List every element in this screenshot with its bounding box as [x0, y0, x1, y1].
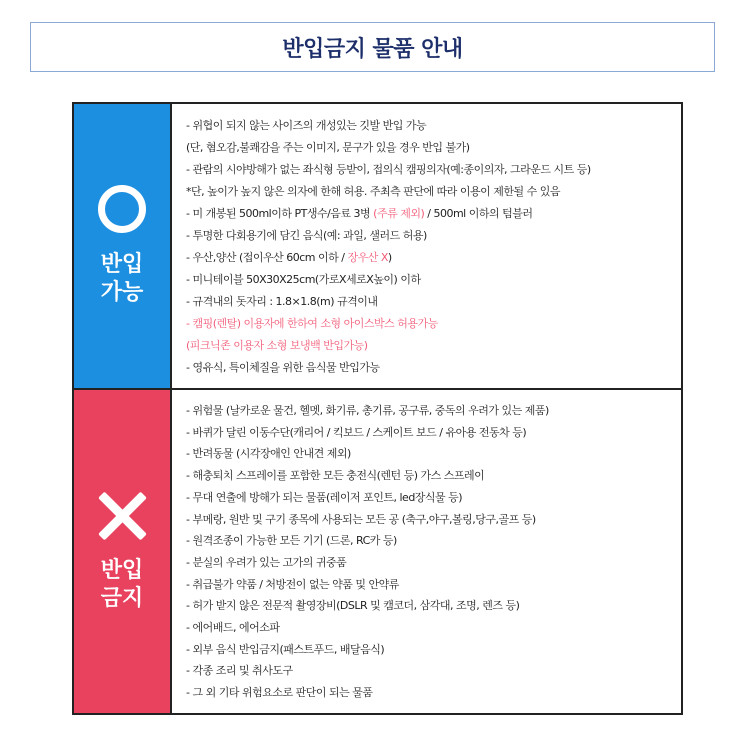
- item-text: - 규격내의 돗자리 : 1.8×1.8(m) 규격이내: [186, 295, 378, 308]
- item-text: - 원격조종이 가능한 모든 기기 (드론, RC카 등): [186, 534, 397, 548]
- column-divider: [170, 390, 172, 713]
- item-text: - 바퀴가 달린 이동수단(캐리어 / 킥보드 / 스케이트 보드 / 유아용 전동차 등): [186, 425, 527, 439]
- list-item: [186, 509, 549, 531]
- list-item: [186, 660, 549, 682]
- item-text: / 500ml 이하의 텀블러: [424, 207, 533, 220]
- item-text: - 각종 조리 및 취사도구: [186, 664, 293, 678]
- list-item: [186, 574, 549, 596]
- item-text: - 위협이 되지 않는 사이즈의 개성있는 깃발 반입 가능: [186, 119, 427, 132]
- list-item: [186, 269, 591, 291]
- item-text: - 분실의 우려가 있는 고가의 귀중품: [186, 555, 347, 569]
- list-item: [186, 443, 549, 465]
- item-text: (단, 혐오감,불쾌감을 주는 이미지, 문구가 있을 경우 반입 불가): [186, 141, 470, 154]
- item-text: - 우산,양산 (접이우산 60cm 이하 /: [186, 251, 348, 264]
- prohibited-header: [74, 390, 170, 713]
- column-divider: [170, 104, 172, 388]
- list-item: [186, 357, 591, 379]
- item-text-highlight: (피크닉존 이용자 소형 보냉백 반입가능): [186, 339, 368, 352]
- allowed-section: [74, 104, 681, 390]
- item-text: - 허가 받지 않은 전문적 촬영장비(DSLR 및 캠코더, 삼각대, 조명, 렌즈 등): [186, 599, 520, 613]
- item-text: - 관람의 시야방해가 없는 좌식형 등받이, 접의식 캠핑의자(예:종이의자, 그라운드 시트 등): [186, 163, 591, 176]
- item-text: - 해충퇴치 스프레이를 포함한 모든 충전식(렌턴 등) 가스 스프레이: [186, 469, 485, 483]
- list-item: [186, 422, 549, 444]
- list-item: [186, 400, 549, 422]
- item-text-highlight: 장우산 X: [347, 251, 388, 264]
- list-item: [186, 617, 549, 639]
- allowed-label: 반입 가능: [100, 252, 144, 305]
- item-text: - 미니테이블 50X30X25cm(가로X세로X높이) 이하: [186, 273, 421, 286]
- allowed-header: [74, 104, 170, 388]
- item-text: - 위험물 (날카로운 물건, 헬멧, 화기류, 총기류, 공구류, 중독의 우려가 있는 제품): [186, 404, 549, 417]
- items-table: [72, 102, 683, 715]
- item-text: - 미 개봉된 500ml이하 PT생수/음료 3병: [186, 207, 374, 220]
- prohibited-label: 반입 금지: [100, 557, 144, 611]
- item-text: - 그 외 기타 위험요소로 판단이 되는 물품: [186, 686, 373, 700]
- cross-icon: [97, 491, 147, 541]
- item-text-highlight: (주류 제외): [373, 207, 425, 220]
- title-box: [30, 22, 715, 72]
- item-text: - 외부 음식 반입금지(패스트푸드, 배달음식): [186, 642, 385, 656]
- list-item: [186, 552, 549, 574]
- list-item: [186, 682, 549, 704]
- list-item: [186, 313, 591, 335]
- list-item: [186, 159, 591, 181]
- circle-icon: [98, 185, 146, 233]
- item-text: - 영유식, 특이체질을 위한 음식물 반입가능: [186, 361, 380, 374]
- allowed-list: [186, 115, 591, 379]
- list-item: [186, 291, 591, 313]
- item-text: - 부메랑, 원반 및 구기 종목에 사용되는 모든 공 (축구,야구,볼링,당구,골프 등): [186, 512, 536, 526]
- list-item: [186, 639, 549, 661]
- list-item: [186, 247, 591, 269]
- item-text: - 무대 연출에 방해가 되는 물품(레이저 포인트, led장식물 등): [186, 490, 463, 504]
- prohibited-list: [186, 400, 549, 704]
- item-text: - 취급불가 약품 / 처방전이 없는 약품 및 안약류: [186, 577, 399, 591]
- list-item: [186, 181, 591, 203]
- list-item: [186, 465, 549, 487]
- list-item: [186, 115, 591, 137]
- item-text: - 반려동물 (시각장애인 안내견 제외): [186, 447, 351, 461]
- list-item: [186, 595, 549, 617]
- page-title: 반입금지 물품 안내: [282, 36, 463, 62]
- item-text: - 에어배드, 에어소파: [186, 621, 280, 635]
- prohibited-section: [74, 390, 681, 713]
- list-item: [186, 487, 549, 509]
- list-item: [186, 530, 549, 552]
- item-text: - 투명한 다회용기에 담긴 음식(예: 과일, 샐러드 허용): [186, 229, 427, 242]
- list-item: [186, 225, 591, 247]
- list-item: [186, 335, 591, 357]
- list-item: [186, 137, 591, 159]
- item-text: ): [387, 251, 392, 264]
- list-item: [186, 203, 591, 225]
- item-text-highlight: - 캠핑(렌탈) 이용자에 한하여 소형 아이스박스 허용가능: [186, 317, 438, 330]
- item-text: *단, 높이가 높지 않은 의자에 한해 허용. 주최측 판단에 따라 이용이 제한될 수 있음: [186, 185, 560, 198]
